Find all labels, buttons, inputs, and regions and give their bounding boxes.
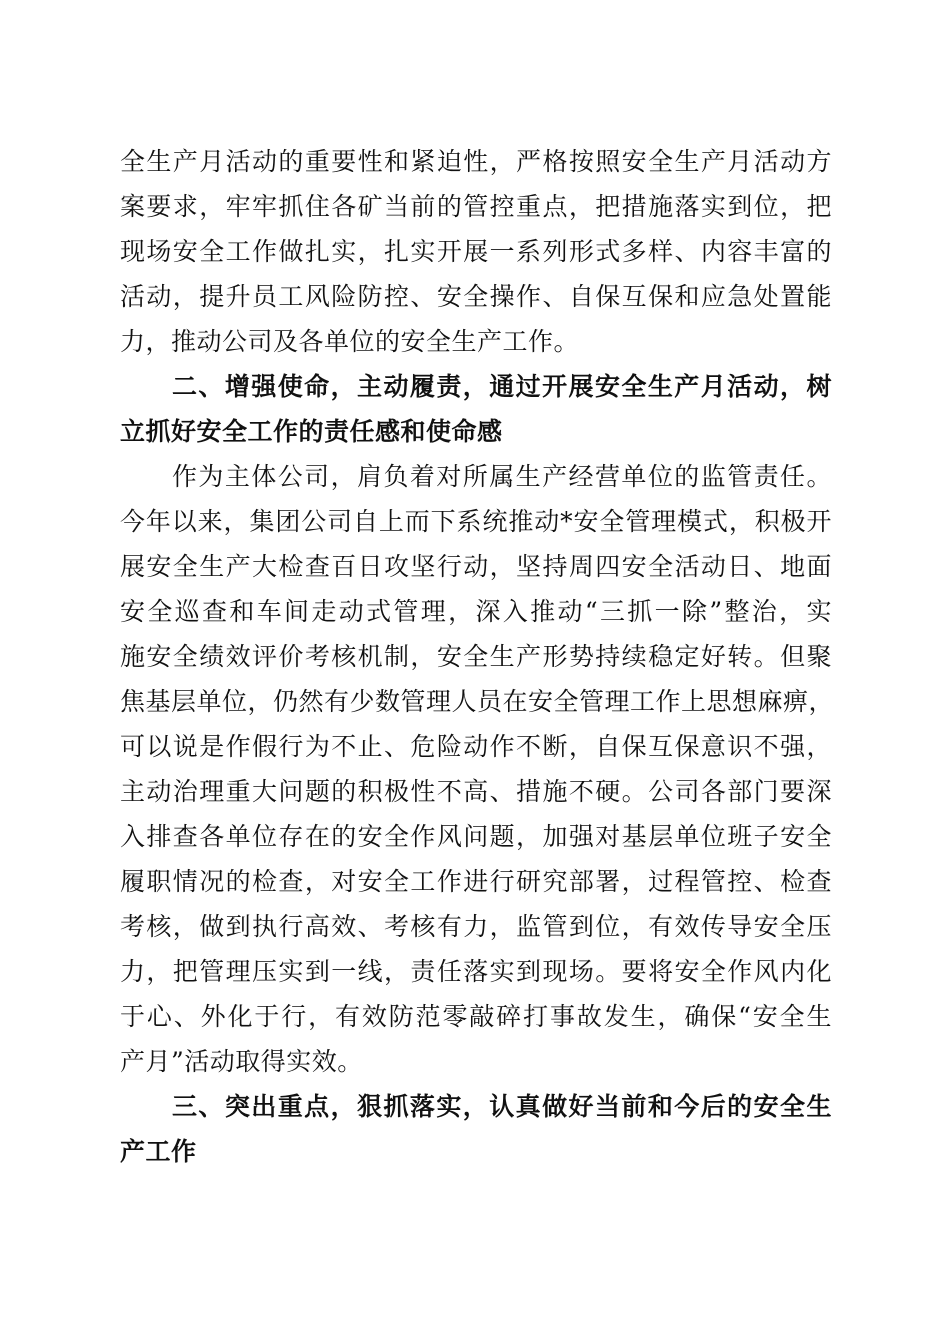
para2-line-9: 入排查各单位存在的安全作风问题，加强对基层单位班子安全 <box>120 822 832 851</box>
para2-line-8: 主动治理重大问题的积极性不高、措施不硬。公司各部门要深 <box>120 777 832 806</box>
para2-line-1: 作为主体公司，肩负着对所属生产经营单位的监管责任。 <box>172 462 832 491</box>
para1-line-4: 活动，提升员工风险防控、安全操作、自保互保和应急处置能 <box>120 282 832 311</box>
para2-line-2: 今年以来，集团公司自上而下系统推动*安全管理模式，积极开 <box>120 507 832 536</box>
para1-line-1: 全生产月活动的重要性和紧迫性，严格按照安全生产月活动方 <box>120 147 832 176</box>
para1-line-5: 力，推动公司及各单位的安全生产工作。 <box>120 327 580 356</box>
heading-2-line-1: 二、增强使命，主动履责，通过开展安全生产月活动，树 <box>172 372 832 401</box>
heading-3-line-2: 产工作 <box>120 1137 197 1166</box>
heading-2-line-2: 立抓好安全工作的责任感和使命感 <box>120 417 503 446</box>
para2-line-10: 履职情况的检查，对安全工作进行研究部署，过程管控、检查 <box>120 867 832 896</box>
heading-3-line-1: 三、突出重点，狠抓落实，认真做好当前和今后的安全生 <box>172 1092 832 1121</box>
para2-line-6: 焦基层单位，仍然有少数管理人员在安全管理工作上思想麻痹， <box>120 687 835 716</box>
para2-line-14: 产月”活动取得实效。 <box>120 1047 363 1076</box>
para2-line-7: 可以说是作假行为不止、危险动作不断，自保互保意识不强， <box>120 732 832 761</box>
para2-line-12: 力，把管理压实到一线，责任落实到现场。要将安全作风内化 <box>120 957 832 986</box>
para1-line-2: 案要求，牢牢抓住各矿当前的管控重点，把措施落实到位，把 <box>120 192 832 221</box>
para2-line-3: 展安全生产大检查百日攻坚行动，坚持周四安全活动日、地面 <box>120 552 832 581</box>
para2-line-11: 考核，做到执行高效、考核有力，监管到位，有效传导安全压 <box>120 912 832 941</box>
para2-line-5: 施安全绩效评价考核机制，安全生产形势持续稳定好转。但聚 <box>120 642 832 671</box>
para2-line-4: 安全巡查和车间走动式管理，深入推动“三抓一除”整治，实 <box>120 597 832 626</box>
para2-line-13: 于心、外化于行，有效防范零敲碎打事故发生，确保“安全生 <box>120 1002 832 1031</box>
para1-line-3: 现场安全工作做扎实，扎实开展一系列形式多样、内容丰富的 <box>120 237 832 266</box>
